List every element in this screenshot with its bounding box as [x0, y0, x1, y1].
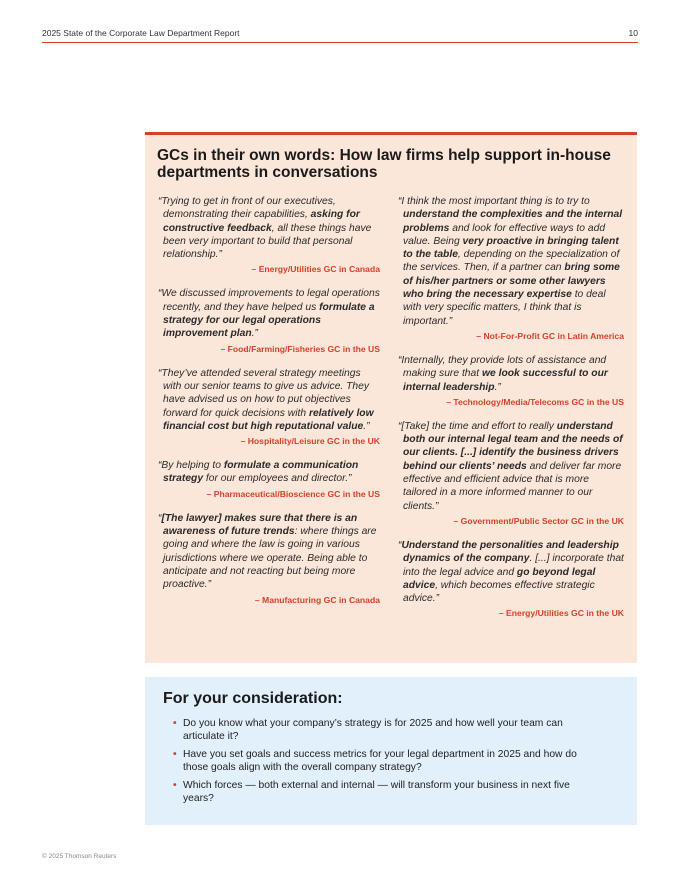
quote-emphasis: relatively low financial cost but high reputational value — [163, 407, 374, 432]
consideration-item — [173, 748, 593, 775]
quote-segment: : where things are going and where the law is going in various jurisdictions where we operate. Being able to anticipate and not reacting but being more proactive.” — [163, 526, 377, 591]
quote-segment: to deal with very specific matters, I think that is important.” — [403, 289, 606, 327]
quote-emphasis: bring some of his/her partners or some other lawyers who bring the necessary expertise — [403, 262, 620, 301]
quote-emphasis: formulate a communication strategy — [163, 460, 359, 485]
quote-text — [158, 195, 380, 261]
quote-attribution: – Not-For-Profit GC in Latin America — [476, 330, 624, 341]
quote-emphasis: Understand the personalities and leadership dynamics of the company — [401, 539, 619, 565]
quote-attribution: – Food/Farming/Fisheries GC in the US — [220, 343, 380, 354]
quote-segment: “Internally, they provide lots of assistance and making sure that — [398, 354, 607, 380]
quote-attribution: – Manufacturing GC in Canada — [254, 594, 380, 605]
quote-segment: “I think the most important thing is to try to — [398, 196, 590, 207]
quote-attribution: – Hospitality/Leisure GC in the UK — [240, 436, 380, 447]
footer-copyright: © 2025 Thomson Reuters — [42, 853, 117, 860]
quote-segment: , depending on the specialization of the services. Then, if a partner can — [403, 249, 620, 274]
quote-text — [158, 459, 380, 486]
consideration-panel — [145, 677, 637, 825]
quote-text — [158, 512, 380, 592]
quote-segment: , all these things have been very important to build that personal relationship.” — [163, 222, 372, 261]
quote-emphasis: understand the complexities and the internal problems — [403, 209, 623, 234]
consideration-item-text: Which forces — both external and internal — will transform your business in next five years? — [183, 780, 570, 805]
quote-block — [158, 512, 380, 605]
quote-block — [158, 367, 380, 446]
quote-attribution: – Energy/Utilities GC in Canada — [251, 264, 380, 275]
quotes-right-column — [398, 195, 624, 631]
quote-block — [398, 195, 624, 341]
quote-attribution: – Energy/Utilities GC in the UK — [498, 608, 624, 619]
quote-segment: and deliver far more effective and efficient advice that is more tailored in a more informed manner to our clients.” — [403, 460, 622, 512]
page-number: 10 — [628, 28, 638, 38]
quote-segment: “ — [398, 539, 402, 551]
bullet-icon: • — [173, 718, 177, 729]
quote-segment: and look for effective ways to add value. Being — [403, 222, 606, 247]
quote-attribution: – Technology/Media/Telecoms GC in the US — [446, 396, 624, 407]
quote-block — [398, 420, 624, 526]
quote-block — [398, 539, 624, 618]
quote-emphasis: understand both our internal legal team and the needs of our clients. [...] identify the business drivers behind our clients’ needs — [403, 420, 623, 472]
quote-emphasis: asking for constructive feedback — [163, 209, 360, 234]
quote-segment: “ — [158, 512, 162, 524]
consideration-list — [173, 717, 593, 810]
quote-emphasis: go beyond legal advice — [403, 566, 596, 591]
quotes-title: GCs in their own words: How law firms help support in-house departments in conversations — [157, 147, 611, 181]
consideration-item — [173, 779, 593, 806]
quote-text — [398, 195, 624, 328]
quotes-panel — [145, 132, 637, 663]
bullet-icon: • — [173, 780, 177, 792]
quote-segment: “By helping to — [158, 460, 224, 472]
quote-text — [398, 420, 624, 513]
quote-segment: for our employees and director.” — [203, 473, 352, 485]
consideration-item — [173, 717, 593, 744]
quote-text — [158, 367, 380, 433]
consideration-title: For your consideration: — [163, 690, 343, 707]
quote-emphasis: formulate a strategy for our legal operations improvement plan — [163, 301, 375, 340]
consideration-item-text: Have you set goals and success metrics for your legal department in 2025 and how do those goals align with the overall company strategy? — [183, 749, 577, 774]
quote-attribution: – Government/Public Sector GC in the UK — [453, 515, 624, 526]
quote-attribution: – Pharmaceutical/Bioscience GC in the US — [206, 488, 380, 499]
quote-segment: .” — [251, 328, 258, 340]
quotes-left-column — [158, 195, 380, 618]
quote-segment: “They’ve attended several strategy meetings with our senior teams to give us advice. They have advised us on how to put objectives forward for quick decisions with — [158, 367, 370, 419]
quote-segment: .” — [363, 420, 370, 432]
quote-block — [158, 459, 380, 499]
quote-segment: “We discussed improvements to legal operations recently, and they have helped us — [158, 288, 380, 313]
quote-emphasis: [The lawyer] makes sure that there is an awareness of future trends — [161, 512, 358, 538]
quote-emphasis: we look successful to our internal leadership — [403, 368, 608, 393]
quote-segment: “[Take] the time and effort to really — [398, 420, 557, 432]
quote-block — [398, 354, 624, 407]
quote-emphasis: very proactive in bringing talent to the table — [403, 235, 619, 261]
quote-text — [158, 287, 380, 340]
quote-segment: , which becomes effective strategic advice.” — [403, 579, 595, 605]
consideration-item-text: Do you know what your company’s strategy is for 2025 and how well your team can articulate it? — [183, 718, 563, 743]
quote-text — [398, 539, 624, 605]
report-title: 2025 State of the Corporate Law Department Report — [42, 28, 240, 38]
bullet-icon: • — [173, 749, 177, 761]
quote-block — [158, 287, 380, 353]
quote-block — [158, 195, 380, 274]
quote-segment: .” — [494, 381, 501, 393]
quote-segment: “Trying to get in front of our executives, demonstrating their capabilities, — [158, 196, 336, 221]
page-header — [42, 28, 638, 43]
quote-text — [398, 354, 624, 394]
quote-segment: . [...] incorporate that into the legal advice and — [403, 553, 624, 578]
